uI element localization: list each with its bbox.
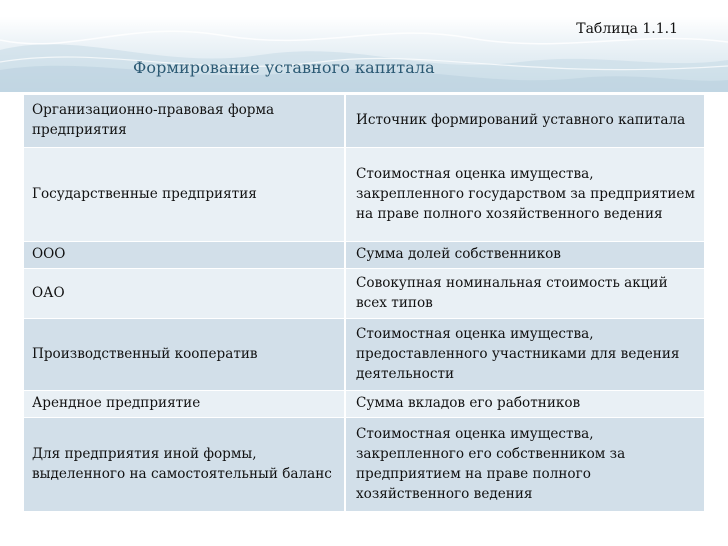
row-source-cell: Стоимостная оценка имущества, закрепленного его собственником за предприятием на праве полного хозяйственного ведения xyxy=(345,417,704,511)
table-header-row xyxy=(24,95,704,147)
row-source-cell: Сумма долей собственников xyxy=(345,241,704,268)
row-form-cell: Производственный кооператив xyxy=(24,318,345,390)
row-source-cell: Стоимостная оценка имущества, предоставленного участниками для ведения деятельности xyxy=(345,318,704,390)
row-form-cell: ОАО xyxy=(24,268,345,318)
row-source-cell: Сумма вкладов его работников xyxy=(345,390,704,417)
row-form-cell: Государственные предприятия xyxy=(24,147,345,241)
header-cell-source: Источник формирований уставного капитала xyxy=(345,95,704,147)
header-background xyxy=(0,0,728,92)
row-source-cell: Стоимостная оценка имущества, закрепленного государством за предприятием на праве полного хозяйственного ведения xyxy=(345,147,704,241)
page-title: Формирование уставного капитала xyxy=(133,58,435,77)
table-row xyxy=(24,318,704,390)
table-row xyxy=(24,268,704,318)
table-row xyxy=(24,390,704,417)
row-source-cell: Совокупная номинальная стоимость акций всех типов xyxy=(345,268,704,318)
decorative-waves xyxy=(0,0,728,92)
row-form-cell: ООО xyxy=(24,241,345,268)
capital-formation-table xyxy=(24,95,704,512)
row-form-cell: Арендное предприятие xyxy=(24,390,345,417)
header-cell-form: Организационно-правовая форма предприятия xyxy=(24,95,345,147)
table-row xyxy=(24,147,704,241)
table-row xyxy=(24,241,704,268)
table-number-label: Таблица 1.1.1 xyxy=(576,21,678,37)
row-form-cell: Для предприятия иной формы, выделенного на самостоятельный баланс xyxy=(24,417,345,511)
table-row xyxy=(24,417,704,511)
